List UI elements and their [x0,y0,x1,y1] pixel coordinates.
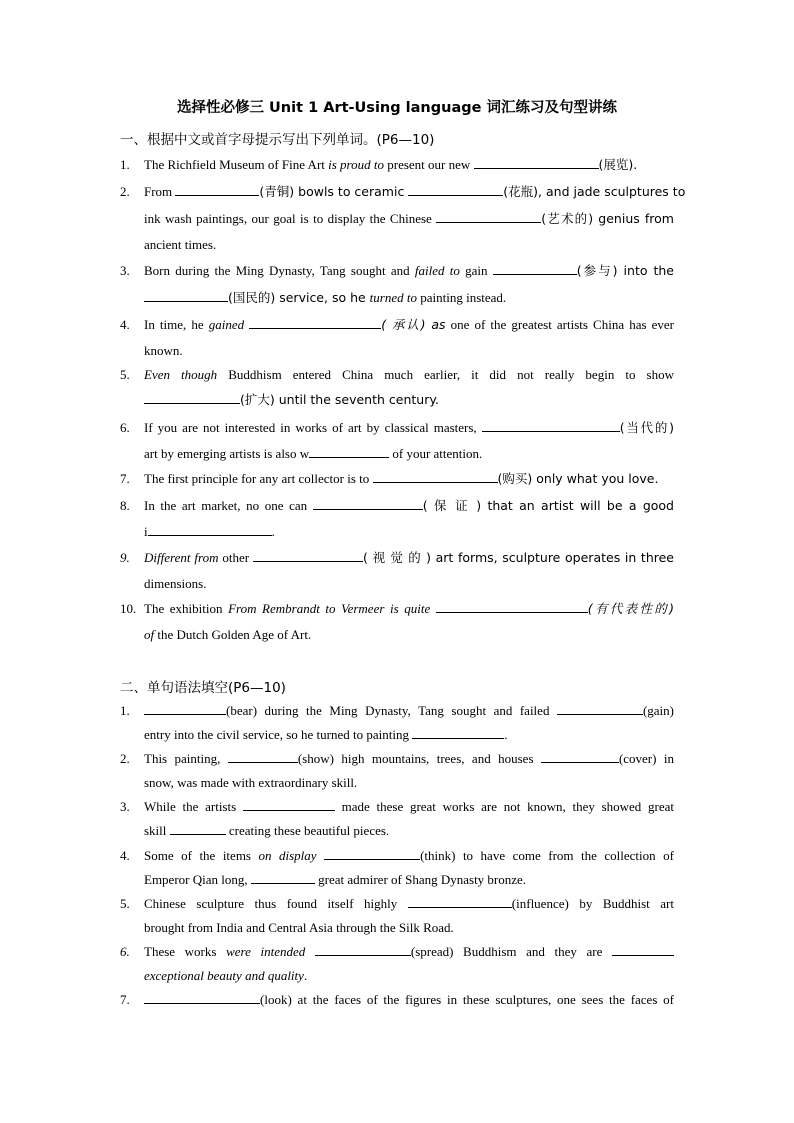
answer-blank[interactable] [313,497,423,510]
item-number: 5. [120,367,130,382]
list-item: of the Dutch Golden Age of Art. [144,627,312,642]
answer-blank[interactable] [144,991,260,1004]
answer-blank[interactable] [144,289,228,302]
answer-blank[interactable] [493,262,577,275]
list-item: These works were intended (spread) Buddhism and they are [144,943,674,961]
answer-blank[interactable] [243,798,335,811]
list-item: dimensions. [144,576,207,591]
answer-blank[interactable] [228,750,298,763]
item-number: 8. [120,498,130,513]
answer-blank[interactable] [148,523,272,536]
answer-blank[interactable] [436,210,541,223]
answer-blank[interactable] [612,943,674,956]
answer-blank[interactable] [170,822,226,835]
section2-heading: 二、单句语法填空(P6—10) [120,680,286,696]
answer-blank[interactable] [249,316,381,329]
answer-blank[interactable] [175,183,259,196]
list-item: ink wash paintings, our goal is to display the Chinese (艺术的) genius from [144,211,674,226]
list-item: entry into the civil service, so he turned to painting . [144,727,508,742]
item-number: 7. [120,992,130,1007]
item-number: 3. [120,799,130,814]
item-number: 4. [120,848,130,863]
list-item: While the artists made these great works are not known, they showed great [144,799,674,814]
list-item: Born during the Ming Dynasty, Tang sought and failed to gain (参与) into the [144,263,674,278]
list-item: The exhibition From Rembrandt to Vermeer is quite (有代表性的) [144,601,674,616]
list-item: art by emerging artists is also w of your attention. [144,446,483,461]
item-number: 1. [120,157,130,172]
list-item: (扩大) until the seventh century. [144,391,674,409]
item-number: 5. [120,896,130,911]
item-number: 10. [120,601,137,616]
item-number: 1. [120,703,130,718]
list-item: If you are not interested in works of art by classical masters, (当代的) [144,420,674,435]
list-item: (国民的) service, so he turned to painting instead. [144,289,674,307]
list-item: skill creating these beautiful pieces. [144,823,390,838]
item-number: 6. [120,944,130,959]
list-item: snow, was made with extraordinary skill. [144,775,358,790]
answer-blank[interactable] [373,470,498,483]
list-item: ancient times. [144,237,217,252]
answer-blank[interactable] [253,549,363,562]
page-title: 选择性必修三 Unit 1 Art-Using language 词汇练习及句型讲练 [176,100,617,116]
list-item: (look) at the faces of the figures in these sculptures, one sees the faces of [144,991,674,1009]
answer-blank[interactable] [541,750,619,763]
item-number: 4. [120,317,130,332]
section1-heading: 一、根据中文或首字母提示写出下列单词。(P6—10) [120,132,435,148]
answer-blank[interactable] [408,895,512,908]
list-item: The first principle for any art collector is to (购买) only what you love. [144,471,659,486]
answer-blank[interactable] [324,847,420,860]
answer-blank[interactable] [474,156,599,169]
list-item: From (青铜) bowls to ceramic (花瓶), and jade sculptures to [144,184,686,199]
list-item: Chinese sculpture thus found itself highly (influence) by Buddhist art [144,896,674,911]
list-item: In the art market, no one can ( 保 证 ) that an artist will be a good [144,498,674,513]
item-number: 2. [120,751,130,766]
answer-blank[interactable] [144,391,240,404]
list-item: known. [144,343,183,358]
list-item: Some of the items on display (think) to have come from the collection of [144,848,674,863]
item-number: 9. [120,550,130,565]
answer-blank[interactable] [251,871,315,884]
answer-blank[interactable] [557,702,643,715]
list-item: The Richfield Museum of Fine Art is proud to present our new (展览). [144,157,638,172]
list-item: exceptional beauty and quality. [144,968,308,983]
list-item: (bear) during the Ming Dynasty, Tang sought and failed (gain) [144,702,674,720]
answer-blank[interactable] [315,943,411,956]
item-number: 7. [120,471,130,486]
list-item: brought from India and Central Asia through the Silk Road. [144,920,454,935]
list-item: This painting, (show) high mountains, trees, and houses (cover) in [144,751,674,766]
answer-blank[interactable] [309,445,389,458]
answer-blank[interactable] [436,600,588,613]
answer-blank[interactable] [144,702,226,715]
item-number: 6. [120,420,130,435]
list-item: Emperor Qian long, great admirer of Shang Dynasty bronze. [144,872,527,887]
answer-blank[interactable] [482,419,620,432]
answer-blank[interactable] [408,183,503,196]
list-item: Even though Buddhism entered China much earlier, it did not really begin to show [144,367,675,382]
item-number: 3. [120,263,130,278]
list-item: In time, he gained ( 承认) as one of the greatest artists China has ever [144,317,674,332]
item-number: 2. [120,184,130,199]
answer-blank[interactable] [412,726,504,739]
list-item: i . [144,524,275,539]
list-item: Different from other ( 视 觉 的 ) art forms, sculpture operates in three [144,550,674,565]
